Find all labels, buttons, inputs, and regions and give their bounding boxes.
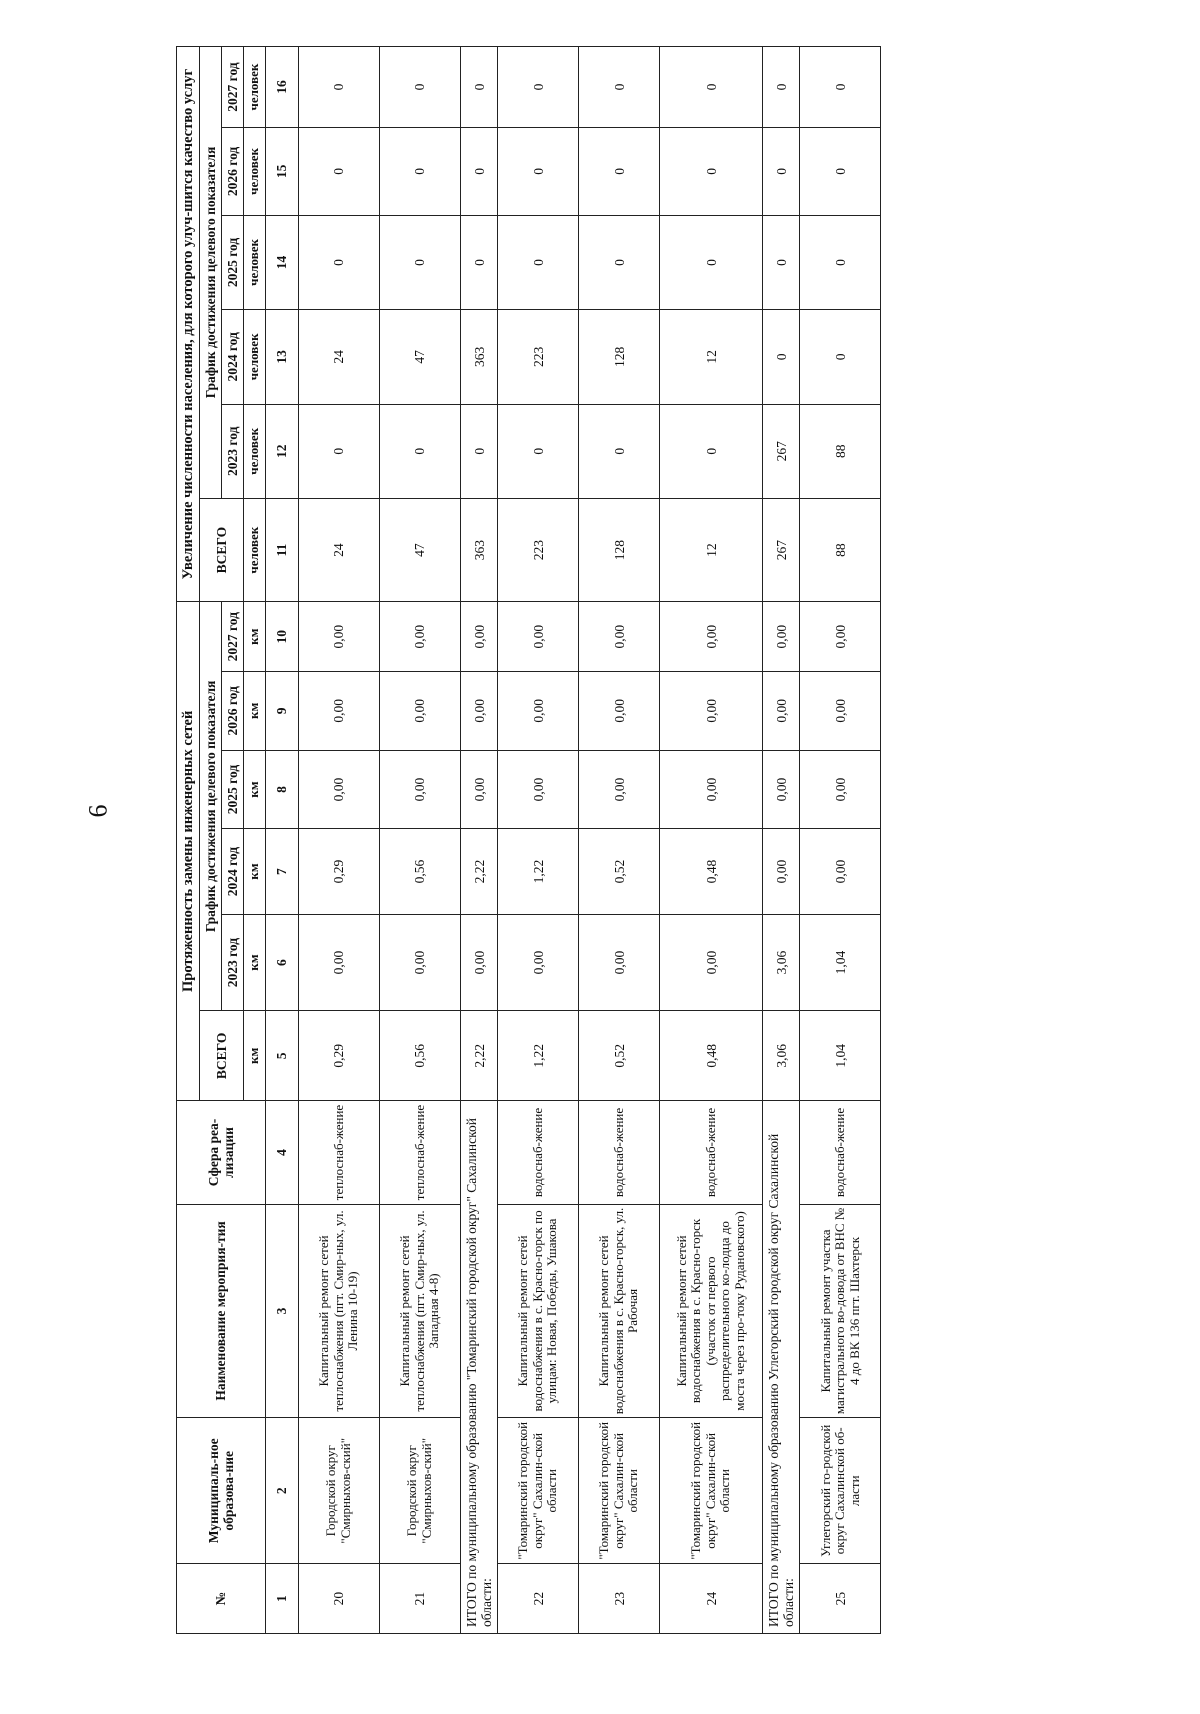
event-cell: Капитальный ремонт сетей теплоснабжения (пгт. Смир-ных, ул. Ленина 10-19) [299,1204,380,1418]
value-cell: 0 [498,128,579,216]
year-people-1: 2023 год [222,404,244,498]
column-number: 15 [266,128,299,216]
value-cell: 0 [763,215,800,309]
value-cell: 0,00 [763,750,800,829]
header-schedule-people: График достижения целевого показателя [200,47,222,499]
column-number: 8 [266,750,299,829]
unit-people: человек [244,310,266,404]
value-cell: 0,00 [800,672,881,751]
value-cell: 128 [579,310,660,404]
header-event: Наименование мероприя-тия [177,1204,266,1418]
value-cell: 0,00 [800,829,881,914]
value-cell: 3,06 [763,1011,800,1101]
value-cell: 223 [498,310,579,404]
column-number: 13 [266,310,299,404]
value-cell: 0 [380,215,461,309]
value-cell: 0 [800,47,881,128]
value-cell: 12 [660,310,763,404]
unit-km: км [244,1011,266,1101]
value-cell: 0,00 [763,829,800,914]
value-cell: 0,00 [763,672,800,751]
value-cell: 0,00 [380,602,461,672]
value-cell: 0 [579,215,660,309]
value-cell: 0 [299,128,380,216]
value-cell: 0,00 [461,602,498,672]
value-cell: 24 [299,310,380,404]
value-cell: 2,22 [461,1011,498,1101]
page-number: 6 [83,804,113,818]
table-row [299,47,380,1634]
value-cell: 24 [299,498,380,601]
column-number: 1 [266,1564,299,1634]
column-number: 12 [266,404,299,498]
row-number: 20 [299,1564,380,1634]
value-cell: 0,00 [380,672,461,751]
year-km-5: 2027 год [222,602,244,672]
value-cell: 0 [461,47,498,128]
value-cell: 0 [800,128,881,216]
column-number: 3 [266,1204,299,1418]
header-length-group: Протяженность замены инженерных сетей [177,602,200,1101]
value-cell: 0 [579,128,660,216]
event-cell: Капитальный ремонт сетей водоснабжения в с. Красно-горск (участок от первого распределительного ко-лодца до моста через про-току Рудановского) [660,1204,763,1418]
value-cell: 0,29 [299,1011,380,1101]
value-cell: 1,04 [800,1011,881,1101]
value-cell: 12 [660,498,763,601]
value-cell: 0,00 [763,602,800,672]
value-cell: 2,22 [461,829,498,914]
value-cell: 0,48 [660,1011,763,1101]
value-cell: 128 [579,498,660,601]
header-schedule-km: График достижения целевого показателя [200,602,222,1011]
unit-km: км [244,914,266,1011]
sphere-cell: водоснаб-жение [498,1101,579,1204]
value-cell: 0 [498,404,579,498]
header-municipality: Муниципаль-ное образова-ние [177,1418,266,1564]
value-cell: 0 [380,47,461,128]
value-cell: 0,00 [498,672,579,751]
value-cell: 0,00 [380,750,461,829]
event-cell: Капитальный ремонт сетей водоснабжения в с. Красно-горск по улицам: Новая, Победы, Ушакова [498,1204,579,1418]
value-cell: 0,00 [800,602,881,672]
year-people-5: 2027 год [222,47,244,128]
value-cell: 0,00 [660,602,763,672]
unit-km: км [244,829,266,914]
year-people-3: 2025 год [222,215,244,309]
value-cell: 0,00 [461,914,498,1011]
value-cell: 0 [660,215,763,309]
value-cell: 0 [763,47,800,128]
value-cell: 3,06 [763,914,800,1011]
value-cell: 0 [461,404,498,498]
value-cell: 0 [800,215,881,309]
value-cell: 0 [660,404,763,498]
value-cell: 0,00 [299,672,380,751]
value-cell: 0,48 [660,829,763,914]
total-label: ИТОГО по муниципальному образованию "Томаринский городской округ" Сахалинской области: [461,1101,498,1634]
value-cell: 0 [498,47,579,128]
table-row [579,47,660,1634]
value-cell: 0 [579,404,660,498]
table-row [380,47,461,1634]
value-cell: 0 [299,404,380,498]
infrastructure-table [176,46,881,1634]
year-people-4: 2026 год [222,128,244,216]
value-cell: 267 [763,404,800,498]
row-number: 24 [660,1564,763,1634]
sphere-cell: водоснаб-жение [579,1101,660,1204]
sphere-cell: теплоснаб-жение [299,1101,380,1204]
value-cell: 0 [380,404,461,498]
unit-people: человек [244,215,266,309]
value-cell: 0,56 [380,829,461,914]
column-number: 14 [266,215,299,309]
value-cell: 0 [763,128,800,216]
row-number: 23 [579,1564,660,1634]
event-cell: Капитальный ремонт сетей водоснабжения в с. Красно-горск, ул. Рабочая [579,1204,660,1418]
value-cell: 1,22 [498,829,579,914]
value-cell: 88 [800,498,881,601]
column-number: 2 [266,1418,299,1564]
value-cell: 223 [498,498,579,601]
sphere-cell: теплоснаб-жение [380,1101,461,1204]
value-cell: 0 [498,215,579,309]
value-cell: 0,00 [498,750,579,829]
year-km-2: 2024 год [222,829,244,914]
value-cell: 0 [299,47,380,128]
value-cell: 0 [579,47,660,128]
value-cell: 0 [461,128,498,216]
municipality-cell: "Томаринский городской округ" Сахалин-ской области [579,1418,660,1564]
event-cell: Капитальный ремонт участка магистрального во-довода от ВНС № 4 до ВК 136 пгт. Шахтерск [800,1204,881,1418]
rotated-document-table [176,34,1076,1634]
value-cell: 0,00 [498,914,579,1011]
value-cell: 47 [380,310,461,404]
total-row [461,47,498,1634]
header-total-km: ВСЕГО [200,1011,244,1101]
column-number: 4 [266,1101,299,1204]
header-sphere: Сфера реа-лизации [177,1101,266,1204]
event-cell: Капитальный ремонт сетей теплоснабжения (пгт. Смир-ных, ул. Западная 4-8) [380,1204,461,1418]
header-pop-group: Увеличение численности населения, для которого улуч-шится качество услуг [177,47,200,602]
unit-people: человек [244,128,266,216]
value-cell: 88 [800,404,881,498]
value-cell: 0 [299,215,380,309]
row-number: 25 [800,1564,881,1634]
value-cell: 0,00 [800,750,881,829]
value-cell: 0,29 [299,829,380,914]
table-row [498,47,579,1634]
municipality-cell: Городской округ "Смирныхов-ский" [299,1418,380,1564]
value-cell: 0,00 [299,914,380,1011]
header-no: № [177,1564,266,1634]
row-number: 22 [498,1564,579,1634]
column-number: 10 [266,602,299,672]
municipality-cell: Углегорский го-родской округ Сахалинской об-ласти [800,1418,881,1564]
value-cell: 0 [461,215,498,309]
value-cell: 0,52 [579,829,660,914]
value-cell: 267 [763,498,800,601]
value-cell: 0,00 [579,602,660,672]
sphere-cell: водоснаб-жение [800,1101,881,1204]
unit-people: человек [244,404,266,498]
value-cell: 0,00 [380,914,461,1011]
unit-people: человек [244,498,266,601]
value-cell: 0,00 [660,672,763,751]
column-number: 16 [266,47,299,128]
value-cell: 1,04 [800,914,881,1011]
unit-km: км [244,602,266,672]
row-number: 21 [380,1564,461,1634]
header-total-people: ВСЕГО [200,498,244,601]
year-km-1: 2023 год [222,914,244,1011]
year-km-3: 2025 год [222,750,244,829]
table-row [660,47,763,1634]
value-cell: 0,00 [299,750,380,829]
value-cell: 0 [763,310,800,404]
unit-people: человек [244,47,266,128]
column-number: 11 [266,498,299,601]
value-cell: 0 [660,128,763,216]
value-cell: 47 [380,498,461,601]
column-number: 9 [266,672,299,751]
municipality-cell: "Томаринский городской округ" Сахалин-ской области [498,1418,579,1564]
value-cell: 0,00 [498,602,579,672]
table-row [800,47,881,1634]
total-label: ИТОГО по муниципальному образованию Углегорский городской округ Сахалинской области: [763,1101,800,1634]
value-cell: 0 [380,128,461,216]
value-cell: 0,00 [579,750,660,829]
value-cell: 0,00 [461,750,498,829]
value-cell: 363 [461,498,498,601]
value-cell: 0,00 [579,914,660,1011]
year-km-4: 2026 год [222,672,244,751]
value-cell: 0,00 [299,602,380,672]
column-number: 6 [266,914,299,1011]
value-cell: 0 [800,310,881,404]
value-cell: 0,00 [660,750,763,829]
total-row [763,47,800,1634]
value-cell: 0,00 [660,914,763,1011]
value-cell: 0,52 [579,1011,660,1101]
year-people-2: 2024 год [222,310,244,404]
sphere-cell: водоснаб-жение [660,1101,763,1204]
value-cell: 0,00 [579,672,660,751]
unit-km: км [244,750,266,829]
municipality-cell: Городской округ "Смирныхов-ский" [380,1418,461,1564]
municipality-cell: "Томаринский городской округ" Сахалин-ской области [660,1418,763,1564]
value-cell: 1,22 [498,1011,579,1101]
value-cell: 363 [461,310,498,404]
value-cell: 0,56 [380,1011,461,1101]
column-number: 5 [266,1011,299,1101]
unit-km: км [244,672,266,751]
value-cell: 0 [660,47,763,128]
value-cell: 0,00 [461,672,498,751]
column-number: 7 [266,829,299,914]
